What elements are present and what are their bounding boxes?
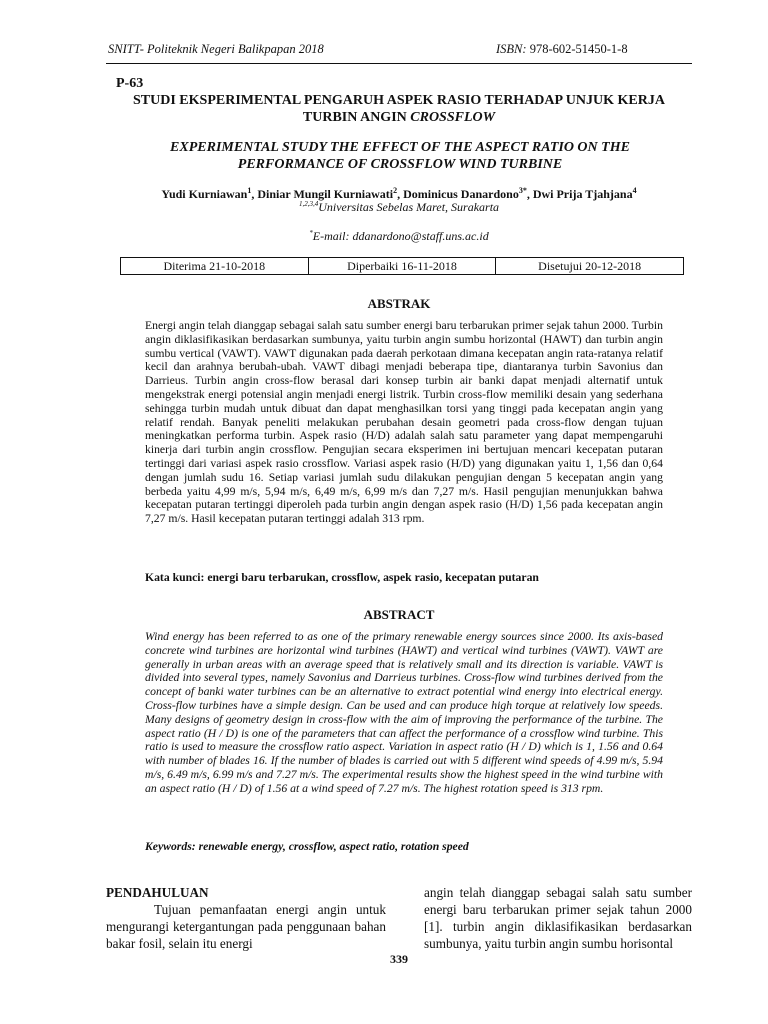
email-mark: * [309,229,313,237]
paper-number: P-63 [116,76,144,91]
author-affiliation-mark: 4 [632,186,637,195]
affiliation-mark: 1,2,3,4 [298,200,319,208]
author-name: Dwi Prija Tjahjana [532,187,633,201]
abstract-keywords: Keywords: renewable energy, crossflow, aspect ratio, rotation speed [145,840,469,853]
affiliation-text: Universitas Sebelas Maret, Surakarta [318,200,500,214]
author-separator: , [526,187,533,201]
author-separator: , [397,187,404,201]
author-separator: , [251,187,258,201]
isbn-value: 978-602-51450-1-8 [529,42,628,56]
date-accepted: Disetujui 20-12-2018 [538,259,642,273]
intro-left-text: Tujuan pemanfaatan energi angin untuk mengurangi ketergantungan pada penggunaan bahan bakar fosil, selain itu energi [106,902,386,951]
title-indonesian-italic: CROSSFLOW [410,110,496,125]
title-indonesian-main: STUDI EKSPERIMENTAL PENGARUH ASPEK RASIO TERHADAP UNJUK KERJA TURBIN ANGIN [133,93,665,125]
title-indonesian [106,92,692,126]
intro-heading: PENDAHULUAN [106,885,209,900]
date-revised: Diperbaiki 16-11-2018 [309,258,497,274]
abstrak-body: Energi angin telah dianggap sebagai salah satu sumber energi baru terbarukan primer sejak tahun 2000. Turbin angin diklasifikasikan berdasarkan sumbunya, yaitu turbin angin sumbu horizontal (HAWT) dan turbin angin sumbu vertical (VAWT). VAWT digunakan pada daerah perkotaan dimana kecepatan angin rata-ratanya relatif kecil dan arahnya berubah-ubah. VAWT dibagi menjadi beberapa tipe, diantaranya turbin Savonius dan Darrieus. Turbin angin cross-flow berasal dari konsep turbin air banki dapat menjadi alternatif untuk mengekstrak energi potensial angin menjadi energi listrik. Turbin cross-flow memiliki desain yang sederhana sehingga turbin mudah untuk dibuat dan dapat menghasilkan torsi yang tinggi pada kecepatan angin yang relatif rendah. Banyak peneliti melakukan perubahan desain geometri pada cross-flow dengan tujuan meningkatkan performa turbin. Aspek rasio (H/D) adalah salah satu parameter yang dapat mempengaruhi kinerja dari turbin angin crossflow. Pengujian secara eksperimen ini bertujuan mencari kecepatan putaran tertinggi dari variasi aspek rasio crossflow. Variasi aspek rasio (H/D) yang digunakan yaitu 1, 1,56 dan 0,64 dengan jumlah sudu 16. Setiap variasi jumlah sudu dilakukan pengujian dengan 5 kecepatan angin yang berbeda yaitu 4,99 m/s, 5,94 m/s, 6,49 m/s, 6,99 m/s dan 7,27 m/s. Hasil pengujian menunjukkan bahwa kecepatan putaran tertinggi diperoleh pada turbin angin dengan aspek rasio (H/D) 1,56 pada kecepatan angin 7,27 m/s. Hasil kecepatan putaran tertinggi adalah 313 rpm. [145,319,663,526]
intro-right-text: angin telah dianggap sebagai salah satu sumber energi baru terbarukan primer sejak tahun 2000 [1]. turbin angin diklasifikasikan berdasarkan sumbunya, yaitu turbin angin sumbu horisontal [424,885,692,951]
abstrak-keywords: Kata kunci: energi baru terbarukan, crossflow, aspek rasio, kecepatan putaran [145,571,539,584]
author-name: Diniar Mungil Kurniawati [257,187,394,201]
submission-dates-table [120,257,684,275]
running-header-conference: SNITT- Politeknik Negeri Balikpapan 2018 [108,42,324,56]
running-header-isbn [496,42,628,57]
affiliation [106,200,692,215]
intro-right-column [424,884,692,952]
date-received: Diterima 21-10-2018 [121,258,309,274]
abstrak-heading: ABSTRAK [367,296,431,311]
abstract-body: Wind energy has been referred to as one of the primary renewable energy sources since 2000. Its axis-based concrete wind turbines are horizontal wind turbines (HAWT) and vertical wind turbines (VAWT). VAWT are generally in urban areas with an average speed that is relatively small and its direction is variable. VAWT is divided into several types, namely Savonius and Darrieus turbines. Cross-flow wind turbines derived from the concept of banki water turbines can be an alternative to extract potential wind energy into electrical energy. Cross-flow turbines have a simple design. Can be used and can produce high torque at relatively low speeds. Many designs of geometry design in cross-flow with the aim of improving the performance of the turbine. The aspect ratio (H / D) is one of the parameters that can affect the performance of a crossflow wind turbine. This ratio is used to measure the crossflow ratio aspect. Variation in aspect ratio (H / D) which is 1, 1.56 and 0.64 with number of blades 16. If the number of blades is carried out with 5 different wind speeds of 4.99 m/s, 5.94 m/s, 6.49 m/s, 6.99 m/s and 7.27 m/s. The experimental results show the highest speed in the wind turbine with an aspect ratio (H / D) of 1.56 at a wind speed of 7.27 m/s. The highest rotation speed is 313 rpm. [145,630,663,795]
intro-left-column [106,884,386,952]
author-affiliation-mark: 2 [393,186,398,195]
corresponding-email [106,229,692,244]
isbn-label: ISBN: [496,42,527,56]
author-name: Dominicus Danardono [403,187,519,201]
email-text: E-mail: ddanardono@staff.uns.ac.id [312,229,489,243]
abstract-heading: ABSTRACT [363,607,435,622]
author-affiliation-mark: 3* [518,186,527,195]
page-number: 339 [390,952,408,966]
header-rule [106,63,692,64]
title-english: EXPERIMENTAL STUDY THE EFFECT OF THE ASPECT RATIO ON THE PERFORMANCE OF CROSSFLOW WIND TURBINE [170,140,630,172]
author-name: Yudi Kurniawan [161,187,248,201]
author-affiliation-mark: 1 [247,186,252,195]
